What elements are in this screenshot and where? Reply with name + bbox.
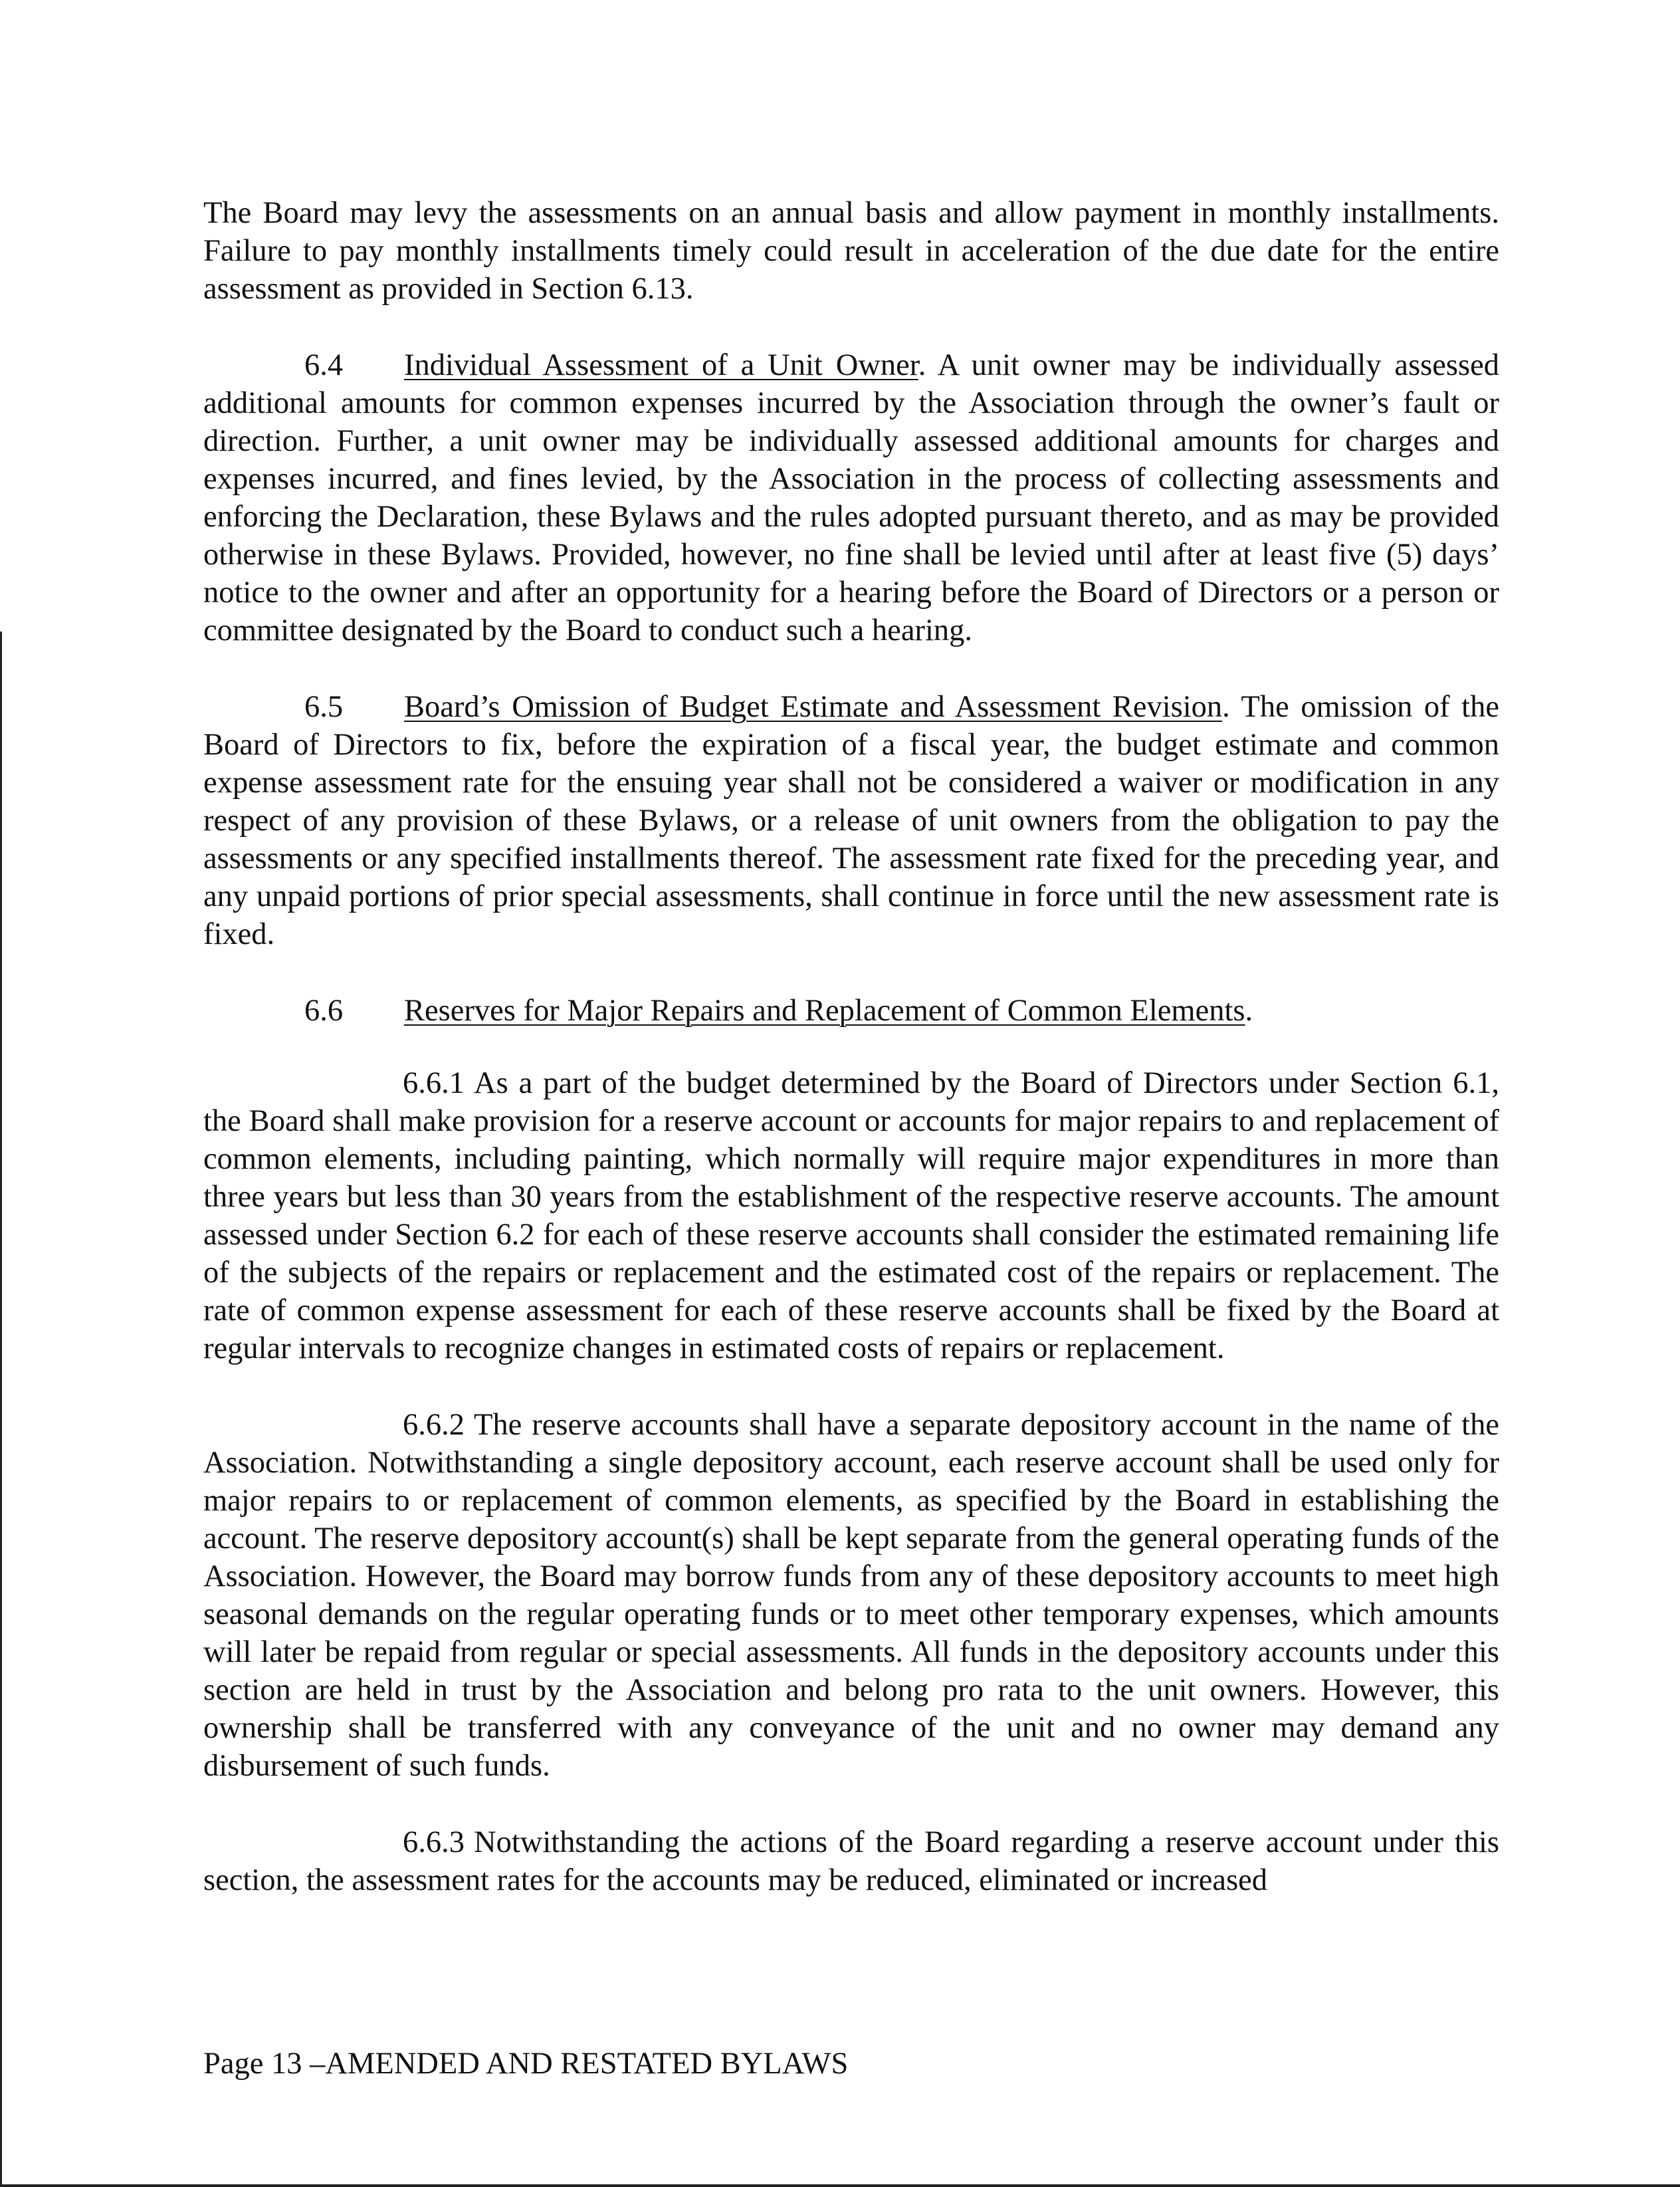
scan-edge-bottom bbox=[0, 2184, 1680, 2187]
section-6-6-1 bbox=[203, 1064, 1499, 1367]
scan-edge-left bbox=[0, 632, 2, 2187]
section-number: 6.6 bbox=[304, 994, 344, 1028]
page-footer: Page 13 –AMENDED AND RESTATED BYLAWS bbox=[203, 2047, 849, 2081]
section-body: . The omission of the Board of Directors to fix, before the expiration of a fiscal year, the budget estimate and common expense assessment rate for the ensuing year shall not be considered a waiver or modification in any respect of any provision of these Bylaws, or a release of unit owners from the obligation to pay the assessments or any specified installments thereof. The assessment rate fixed for the preceding year, and any unpaid portions of prior special assessments, shall continue in force until the new assessment rate is fixed. bbox=[203, 690, 1499, 951]
section-6-6-heading bbox=[203, 992, 1499, 1030]
section-title: Board’s Omission of Budget Estimate and Assessment Revision bbox=[404, 690, 1223, 724]
page-body bbox=[203, 194, 1499, 1938]
section-6-6-3 bbox=[203, 1823, 1499, 1899]
subsection-body: The reserve accounts shall have a separate depository account in the name of the Association. Notwithstanding a single depository account, each reserve account shall be used only for major repairs to or replacement of common elements, as specified by the Board in establishing the account. The reserve depository account(s) shall be kept separate from the general operating funds of the Association. However, the Board may borrow funds from any of these depository accounts to meet high seasonal demands on the regular operating funds or to meet other temporary expenses, which amounts will later be repaid from regular or special assessments. All funds in the depository accounts under this section are held in trust by the Association and belong pro rata to the unit owners. However, this ownership shall be transferred with any conveyance of the unit and no owner may demand any disbursement of such funds. bbox=[203, 1408, 1499, 1783]
section-6-4 bbox=[203, 346, 1499, 649]
section-number: 6.5 bbox=[304, 690, 344, 724]
section-title: Individual Assessment of a Unit Owner bbox=[404, 348, 918, 382]
subsection-body: As a part of the budget determined by the Board of Directors under Section 6.1, the Board shall make provision for a reserve account or accounts for major repairs to and replacement of common elements, including painting, which normally will require major expenditures in more than three years but less than 30 years from the establishment of the respective reserve accounts. The amount assessed under Section 6.2 for each of these reserve accounts shall consider the estimated remaining life of the subjects of the repairs or replacement and the estimated cost of the repairs or replacement. The rate of common expense assessment for each of these reserve accounts shall be fixed by the Board at regular intervals to recognize changes in estimated costs of repairs or replacement. bbox=[203, 1066, 1499, 1365]
subsection-number: 6.6.1 bbox=[403, 1066, 465, 1100]
section-title: Reserves for Major Repairs and Replacement of Common Elements bbox=[404, 994, 1245, 1028]
subsection-number: 6.6.3 bbox=[403, 1825, 465, 1859]
subsection-body: Notwithstanding the actions of the Board regarding a reserve account under this section, the assessment rates for the accounts may be reduced, eliminated or increased bbox=[203, 1825, 1499, 1897]
paragraph-intro: The Board may levy the assessments on an annual basis and allow payment in monthly installments. Failure to pay monthly installments timely could result in acceleration of the due date for the entire assessment as provided in Section 6.13. bbox=[203, 196, 1499, 306]
section-title-suffix: . bbox=[1245, 994, 1253, 1028]
section-6-6-2 bbox=[203, 1406, 1499, 1785]
section-body: . A unit owner may be individually assessed additional amounts for common expenses incurred by the Association through the owner’s fault or direction. Further, a unit owner may be individually assessed additional amounts for charges and expenses incurred, and fines levied, by the Association in the process of collecting assessments and enforcing the Declaration, these Bylaws and the rules adopted pursuant thereto, and as may be provided otherwise in these Bylaws. Provided, however, no fine shall be levied until after at least five (5) days’ notice to the owner and after an opportunity for a hearing before the Board of Directors or a person or committee designated by the Board to conduct such a hearing. bbox=[203, 348, 1499, 647]
section-6-5 bbox=[203, 688, 1499, 953]
section-number: 6.4 bbox=[304, 348, 344, 382]
subsection-number: 6.6.2 bbox=[403, 1408, 465, 1442]
